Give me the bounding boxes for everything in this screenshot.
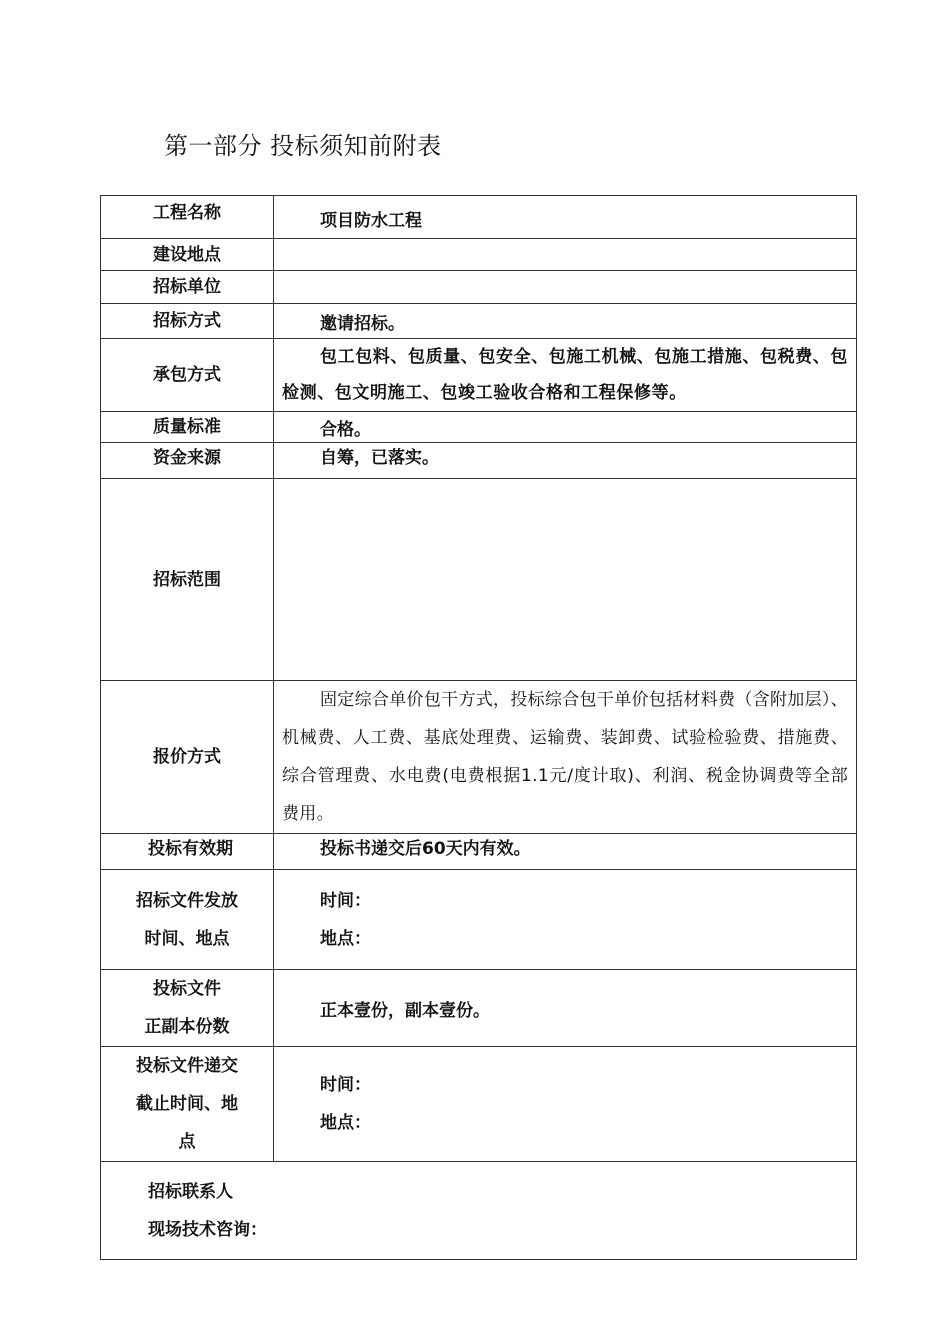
label-line: 时间、地点 [144, 928, 230, 949]
table-row [101, 834, 857, 870]
contact-cell [101, 1162, 857, 1260]
row-value [274, 681, 857, 834]
row-label [101, 970, 274, 1047]
table-row [101, 304, 857, 339]
pricing-method-value: 固定综合单价包干方式，投标综合包干单价包括材料费（含附加层）、机械费、人工费、基底处理费、运输费、装卸费、试验检验费、措施费、综合管理费、水电费(电费根据1.1元/度计取)、利润、税金协调费等全部费用。 [282, 690, 848, 824]
row-label: 资金来源 [101, 443, 274, 479]
page-title: 第一部分 投标须知前附表 [164, 132, 442, 160]
validity-period-value: 投标书递交后60天内有效。 [320, 839, 531, 859]
row-value [274, 479, 857, 681]
row-value [274, 834, 857, 870]
row-label: 承包方式 [101, 339, 274, 412]
funding-source-value: 自筹，已落实。 [320, 448, 439, 468]
contact-person-label: 招标联系人 [148, 1181, 233, 1202]
row-value [274, 271, 857, 304]
row-label: 招标单位 [101, 271, 274, 304]
row-label: 工程名称 [101, 196, 274, 239]
deadline-place-value: 地点： [320, 1113, 371, 1133]
table-row [101, 196, 857, 239]
row-value [274, 970, 857, 1047]
deadline-time-value: 时间： [320, 1075, 371, 1095]
row-label: 招标范围 [101, 479, 274, 681]
row-value [274, 196, 857, 239]
table-row [101, 479, 857, 681]
row-value [274, 412, 857, 443]
row-value [274, 870, 857, 970]
row-label: 报价方式 [101, 681, 274, 834]
bid-appendix-table [100, 195, 857, 1260]
row-label [101, 870, 274, 970]
label-line: 投标文件 [153, 979, 221, 999]
table-row [101, 443, 857, 479]
issue-place-value: 地点： [320, 928, 371, 949]
table-row [101, 970, 857, 1047]
copies-value: 正本壹份，副本壹份。 [320, 1000, 490, 1021]
row-label: 投标有效期 [101, 834, 274, 870]
table-row [101, 870, 857, 970]
row-value [274, 304, 857, 339]
row-value [274, 443, 857, 479]
row-label [101, 1047, 274, 1162]
row-label: 建设地点 [101, 239, 274, 271]
table-row [101, 412, 857, 443]
quality-standard-value: 合格。 [320, 419, 371, 440]
row-value [274, 339, 857, 412]
bidding-method-value: 邀请招标。 [320, 313, 405, 334]
row-value [274, 1047, 857, 1162]
table-row [101, 239, 857, 271]
issue-time-value: 时间： [320, 890, 371, 911]
technical-consultation-label: 现场技术咨询： [148, 1219, 267, 1240]
table-row [101, 339, 857, 412]
label-line: 招标文件发放 [136, 890, 238, 911]
table-row [101, 1047, 857, 1162]
row-label: 招标方式 [101, 304, 274, 339]
label-line: 点 [178, 1132, 196, 1152]
row-label: 质量标准 [101, 412, 274, 443]
contract-mode-value: 包工包料、包质量、包安全、包施工机械、包施工措施、包税费、包检测、包文明施工、包竣工验收合格和工程保修等。 [282, 347, 848, 403]
project-name-value: 项目防水工程 [320, 211, 422, 231]
label-line: 投标文件递交 [136, 1056, 238, 1076]
row-value [274, 239, 857, 271]
label-line: 正副本份数 [144, 1017, 230, 1037]
table-row [101, 1162, 857, 1260]
label-line: 截止时间、地 [136, 1094, 238, 1114]
table-row [101, 681, 857, 834]
table-row [101, 271, 857, 304]
